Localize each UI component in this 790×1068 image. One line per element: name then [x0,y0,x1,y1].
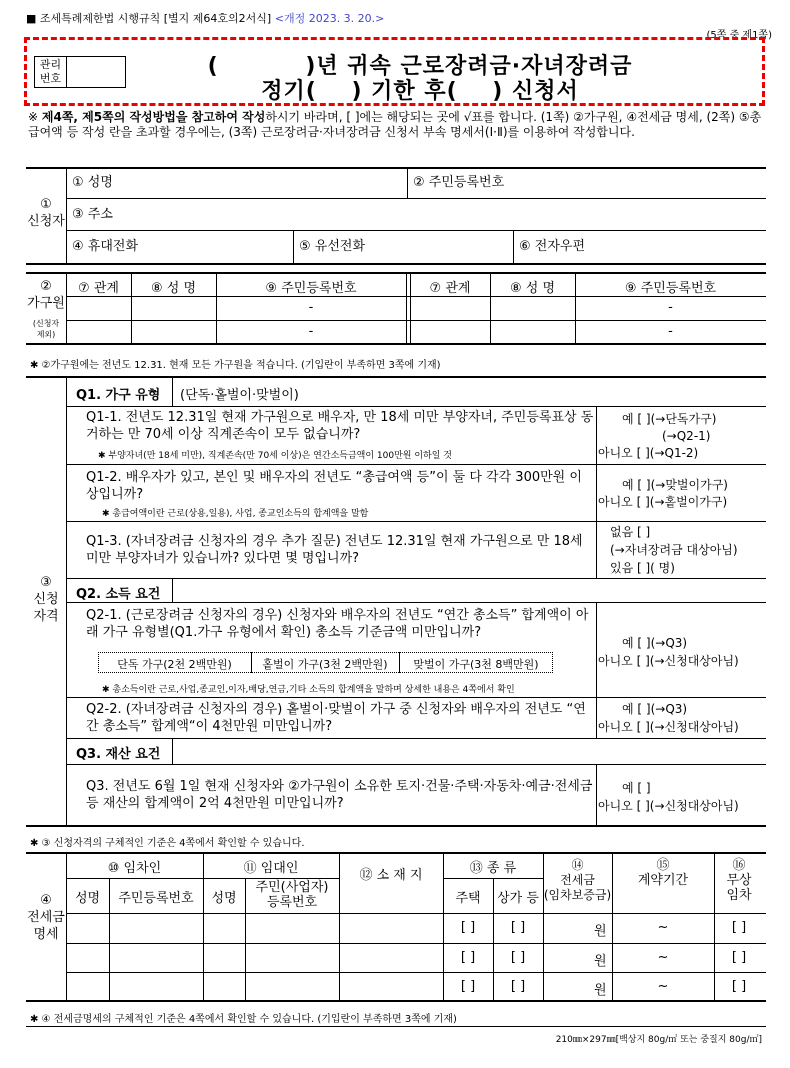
rule [26,272,766,274]
applicant-section-label: ① 신청자 [27,197,65,229]
rule [66,738,766,739]
q3-yes[interactable]: 예 [ ] [622,781,651,795]
landlord-rrn-subheader: 주민(사업자) 등록번호 [255,880,329,910]
free-rent-checkbox[interactable]: [ ] [731,979,747,994]
rrn-dash: - [668,300,673,315]
rule [66,376,67,826]
qualification-section-label: ③ 신청 자격 [33,575,59,624]
period-tilde: ~ [657,979,669,994]
management-number-label: 관리 번호 [35,57,67,87]
rule [26,1026,766,1027]
q1-3-some[interactable]: 있음 [ ]( 명) [610,561,675,575]
household-header-name-2: ⑧ 성 명 [509,281,556,296]
household-section-label: ② 가구원 [27,279,65,311]
household-header-relation: ⑦ 관계 [78,281,119,296]
q3-no[interactable]: 아니오 [ ](→신청대상아님) [598,799,739,813]
rule [172,376,173,406]
rrn-dash: - [308,300,314,315]
tenant-rrn-subheader: 주민등록번호 [118,891,194,906]
rule [66,198,766,199]
q1-title: Q1. 가구 유형 [76,388,161,403]
rrn-dash: - [668,324,673,339]
type-header: ⑬ 종 류 [469,861,517,876]
rule [596,764,597,825]
name-field-label: ① 성명 [72,175,113,190]
q2-1-yes[interactable]: 예 [ ](→Q3) [622,636,688,650]
rrn-field-label: ② 주민등록번호 [413,175,505,190]
rule [406,272,407,343]
rule [66,697,766,698]
shop-checkbox[interactable]: [ ] [510,920,526,935]
q1-1-question: Q1-1. 전년도 12.31일 현재 가구원으로 배우자, 만 18세 미만 부양자녀, 주민등록표상 동거하는 만 70세 이상 직계존속이 모두 없습니까? [86,410,594,442]
tenant-header: ⑩ 임차인 [107,861,162,876]
threshold-dual-earner: 맞벌이 가구(3천 8백만원) [413,658,539,671]
email-field-label: ⑥ 전자우편 [519,239,586,254]
paper-spec-footer: 210㎜×297㎜[백상지 80g/㎡ 또는 중질지 80g/㎡] [555,1035,762,1045]
contract-period-header: ⑮ 계약기간 [637,858,689,888]
form-title-line2: 정기( ) 기한 후( ) 신청서 [261,79,579,104]
q3-title: Q3. 재산 요건 [76,747,161,762]
rule [66,943,766,944]
period-tilde: ~ [657,920,669,935]
rule [66,578,766,579]
won-unit: 원 [594,954,607,969]
revision-date: <개정 2023. 3. 20.> [274,12,385,25]
rule [26,1000,766,1002]
shop-checkbox[interactable]: [ ] [510,950,526,965]
household-header-name: ⑧ 성 명 [150,281,197,296]
household-footnote: ✱ ②가구원에는 전년도 12.31. 현재 모든 가구원을 적습니다. (기입란이 부족하면 3쪽에 기재) [30,360,441,371]
rule [66,764,766,765]
rule [513,230,514,263]
rule [66,406,766,407]
q2-1-no[interactable]: 아니오 [ ](→신청대상아님) [598,654,739,668]
law-text: ■ 조세특례제한법 시행규칙 [별지 제64호의2서식] [26,12,272,25]
deposit-section-label: ④ 전세금 명세 [27,893,65,942]
rule [293,230,294,263]
rule [66,167,67,263]
q2-2-yes[interactable]: 예 [ ](→Q3) [622,702,688,716]
rule [66,320,766,321]
notice-rest: 하시기 바라며, [ ]에는 해당되는 곳에 √표를 합니다. (1쪽) ②가구원, ④전세금 명세, (2쪽) ⑤총급여액 등 작성 란을 초과할 경우에는, (3쪽) 근로장려금·자녀장려금 신청서 부속 명세서(Ⅰ·Ⅱ)를 이용하여 작성합니다. [28,110,762,139]
q2-1-note: ✱ 총소득이란 근로,사업,종교인,이자,배당,연금,기타 소득의 합계액을 말하며 상세한 내용은 4쪽에서 확인 [102,685,515,695]
free-rent-checkbox[interactable]: [ ] [731,950,747,965]
rule [172,578,173,602]
landlord-name-subheader: 성명 [211,891,237,906]
type-house-subheader: 주택 [455,891,481,906]
period-tilde: ~ [657,950,669,965]
free-rent-checkbox[interactable]: [ ] [731,920,747,935]
rule [26,343,766,345]
deposit-amount-header: ⑭ 전세금 (임차보증금) [543,858,612,902]
household-section-note: (신청자 제외) [32,319,60,339]
q1-1-no[interactable]: 아니오 [ ](→Q1-2) [598,446,699,460]
location-header: ⑫ 소 재 지 [359,868,423,883]
rule [172,738,173,764]
qualification-footnote: ✱ ③ 신청자격의 구체적인 기준은 4쪽에서 확인할 수 있습니다. [30,838,305,849]
rule [596,602,597,738]
phone-field-label: ⑤ 유선전화 [299,239,366,254]
won-unit: 원 [594,924,607,939]
q2-1-question: Q2-1. (근로장려금 신청자의 경우) 신청자와 배우자의 전년도 “연간 총소득” 합계액이 아래 가구 유형별(Q1.가구 유형에서 확인) 총소득 기준금액 미만입니까? [86,608,589,640]
q1-2-no[interactable]: 아니오 [ ](→홑벌이가구) [598,495,728,509]
rule [66,913,766,914]
q1-3-none-next: (→자녀장려금 대상아님) [610,543,738,557]
q1-types: (단독·홑벌이·맞벌이) [180,388,299,403]
rule [26,376,766,378]
type-shop-subheader: 상가 등 [497,891,539,906]
q2-2-question: Q2-2. (자녀장려금 신청자의 경우) 홑벌이·맞벌이 가구 중 신청자와 배우자의 전년도 “연간 총소득” 합계액“이 4천만원 미만입니까? [86,702,586,734]
mobile-field-label: ④ 휴대전화 [72,239,139,254]
household-header-rrn-2: ⑨ 주민등록번호 [624,281,717,296]
deposit-footnote: ✱ ④ 전세금명세의 구체적인 기준은 4쪽에서 확인할 수 있습니다. (기입란이 부족하면 3쪽에 기재) [30,1014,457,1025]
rule [596,406,597,578]
rule [26,825,766,827]
management-number-box [34,56,126,88]
landlord-header: ⑪ 임대인 [243,861,299,876]
rule [66,464,766,465]
rule [26,852,766,854]
q1-2-yes[interactable]: 예 [ ](→맞벌이가구) [622,478,728,492]
household-header-relation-2: ⑦ 관계 [429,281,471,296]
rule [66,230,766,231]
notice-bold: 제4쪽, 제5쪽의 작성방법을 참고하여 작성 [41,110,266,124]
free-rent-header: ⑯ 무상 임차 [726,858,752,903]
tenant-name-subheader: 성명 [74,891,101,906]
threshold-single: 단독 가구(2천 2백만원) [117,658,232,671]
threshold-single-earner: 홑벌이 가구(3천 2백만원) [262,658,388,671]
address-field-label: ③ 주소 [72,207,113,222]
q1-1-yes[interactable]: 예 [ ](→단독가구) [622,412,717,426]
page-indicator: (5쪽 중 제1쪽) [706,30,772,41]
q3-question: Q3. 전년도 6월 1일 현재 신청자와 ②가구원이 소유한 토지·건물·주택·자동차·예금·전세금 등 재산의 합계액이 2억 4천만원 미만입니까? [86,779,593,811]
house-checkbox[interactable]: [ ] [460,979,476,994]
rule [66,521,766,522]
q1-3-question: Q1-3. (자녀장려금 신청자의 경우 추가 질문) 전년도 12.31일 현재 가구원으로 만 18세 미만 부양자녀가 있습니까? 있다면 몇 명입니까? [86,534,583,566]
shop-checkbox[interactable]: [ ] [510,979,526,994]
rule [407,167,408,198]
q1-3-none[interactable]: 없음 [ ] [610,525,651,539]
rule [26,263,766,265]
rule [66,972,766,973]
rule [26,167,766,169]
rule [66,296,766,297]
house-checkbox[interactable]: [ ] [460,950,476,965]
form-title-line1: ( )년 귀속 근로장려금·자녀장려금 [207,54,633,79]
form-law-reference [26,10,384,26]
q1-1-note: ✱ 부양자녀(만 18세 미만), 직계존속(만 70세 이상)은 연간소득금액이 100만원 이하일 것 [98,451,452,461]
q2-title: Q2. 소득 요건 [76,587,161,602]
won-unit: 원 [594,983,607,998]
rrn-dash: - [308,324,314,339]
notice-mark: ※ [28,110,39,124]
q1-2-note: ✱ 총급여액이란 근로(상용,일용), 사업, 종교인소득의 합계액을 말함 [102,509,369,519]
q1-2-question: Q1-2. 배우자가 있고, 본인 및 배우자의 전년도 “총급여액 등”이 둘 다 각각 300만원 이상입니까? [86,470,582,502]
q2-2-no[interactable]: 아니오 [ ](→신청대상아님) [598,720,739,734]
rule [66,602,766,603]
household-header-rrn: ⑨ 주민등록번호 [265,281,357,296]
q1-1-yes-next: (→Q2-1) [662,429,711,443]
house-checkbox[interactable]: [ ] [460,920,476,935]
instruction-notice [28,110,768,140]
